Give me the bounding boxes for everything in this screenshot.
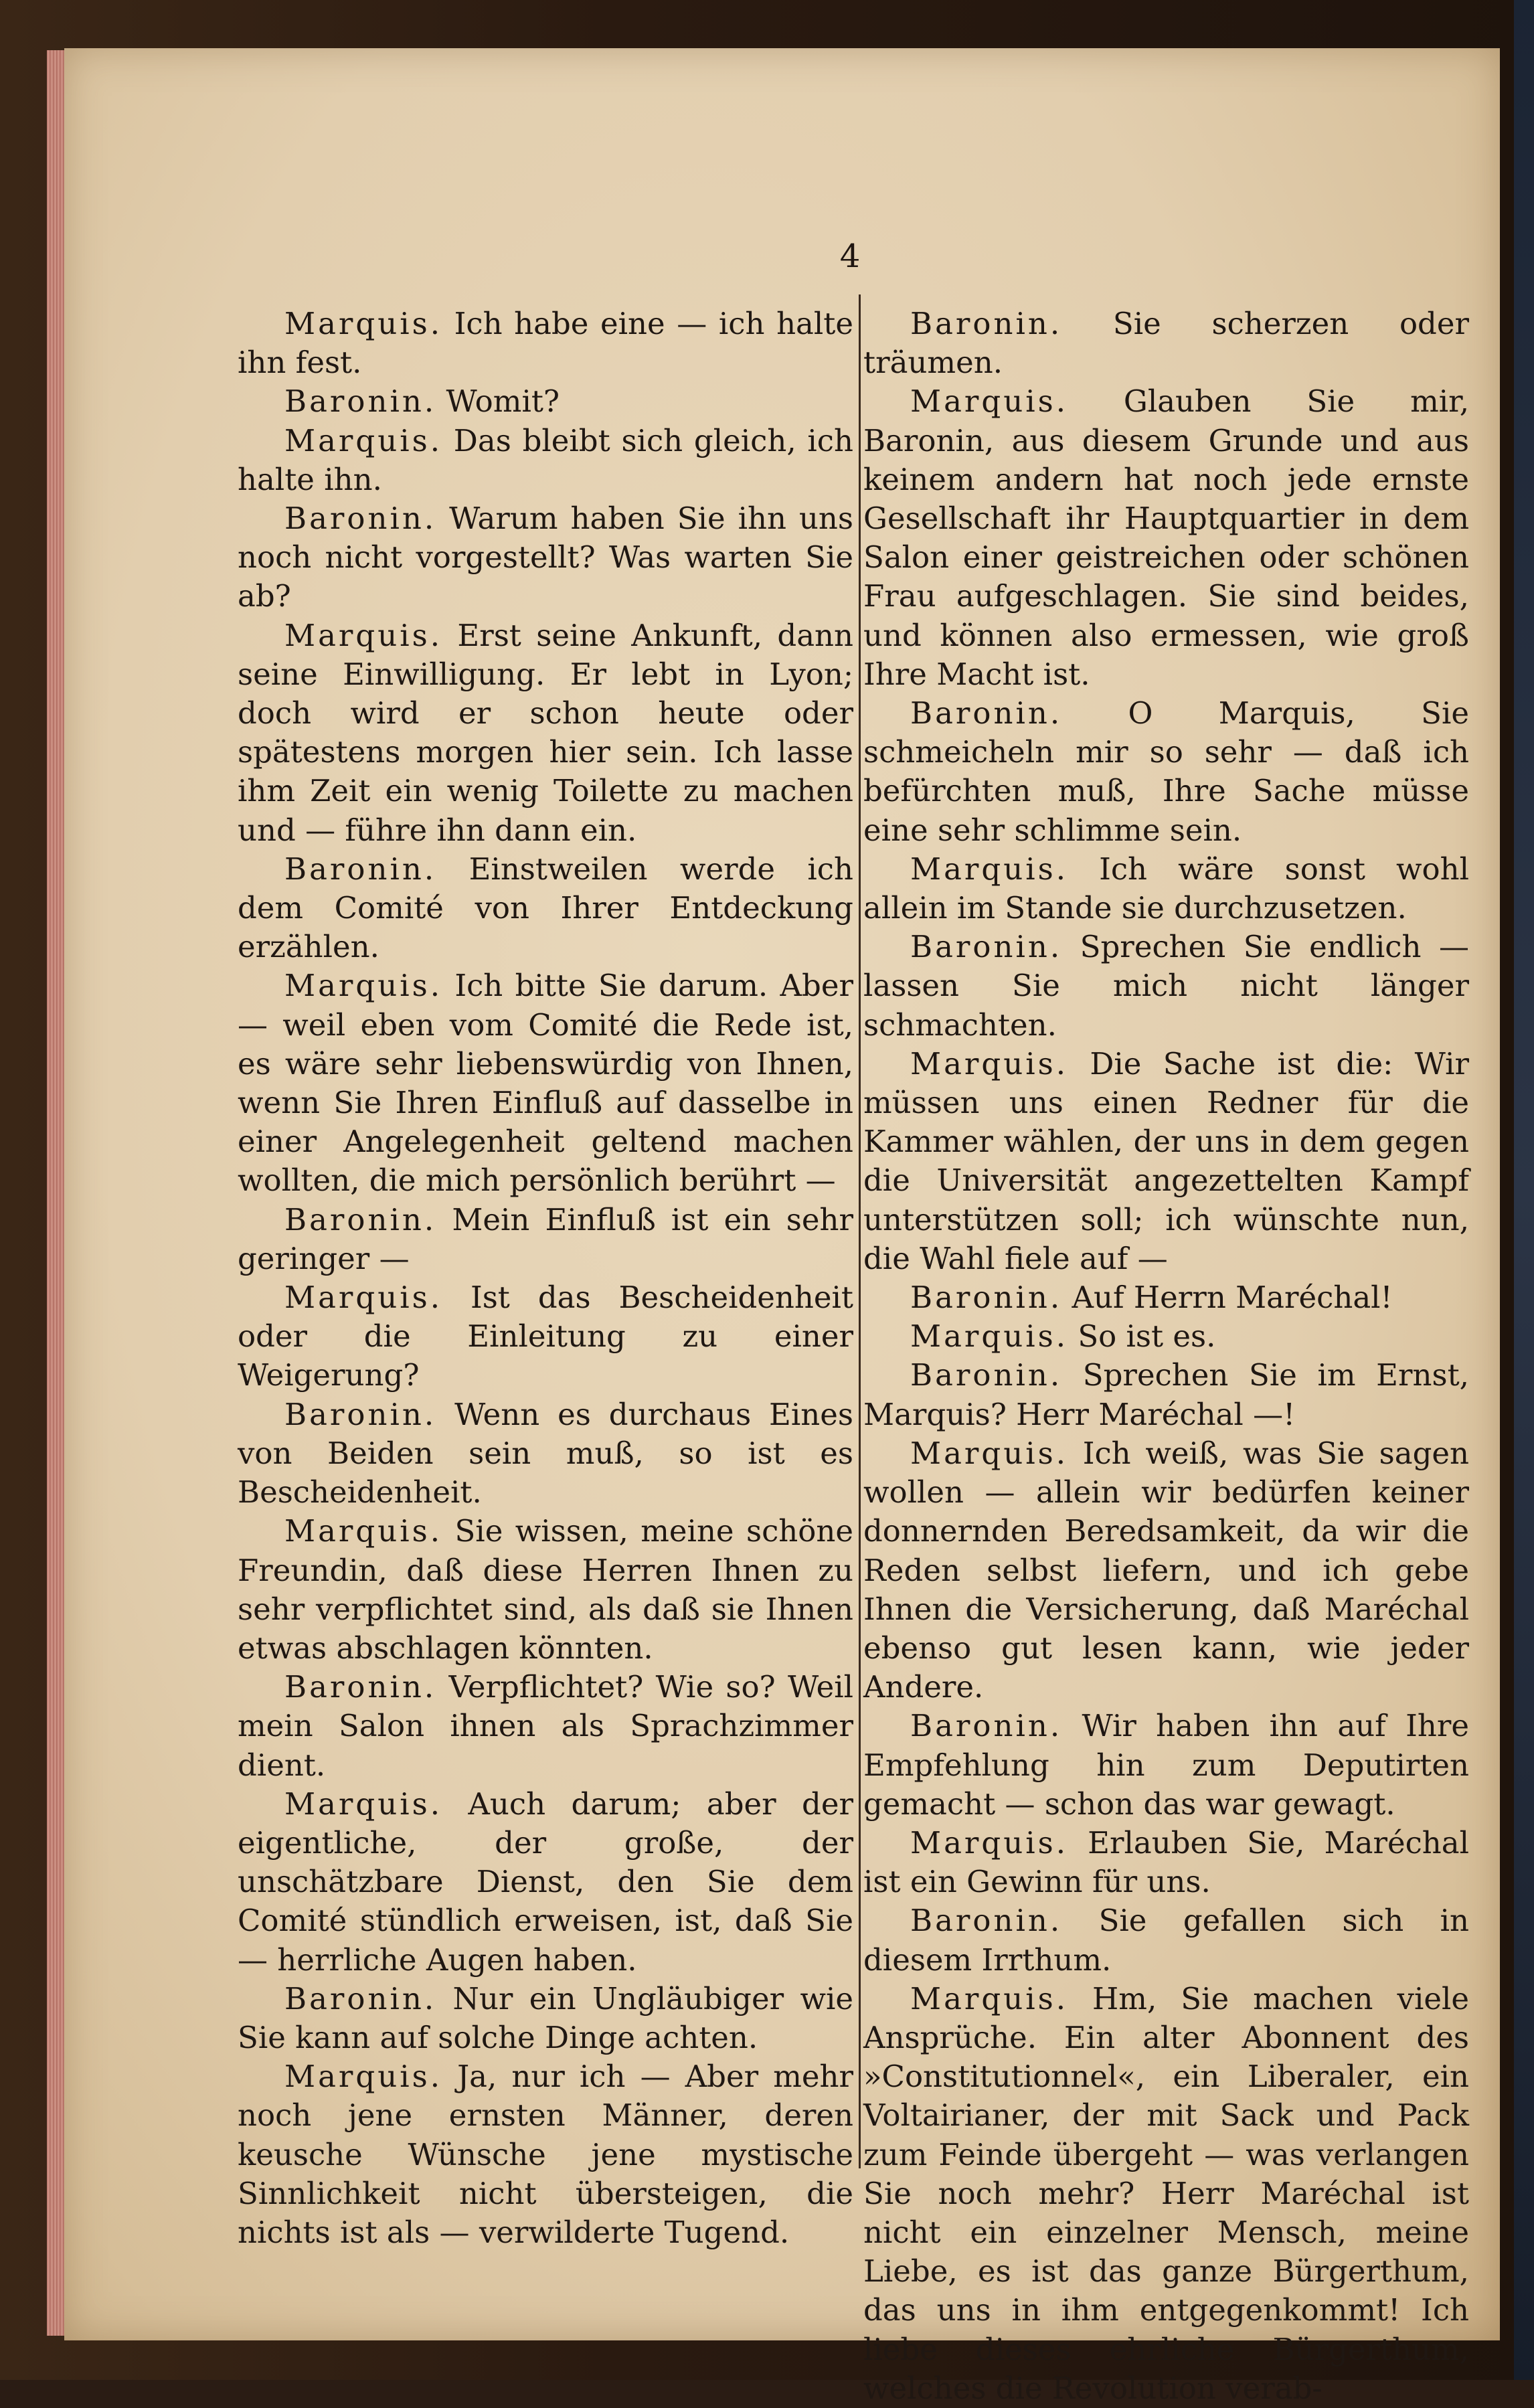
dialogue-text: Einstweilen werde ich dem Comité von Ihrer Entdeckung erzählen. xyxy=(238,851,853,965)
speaker-name: Marquis. xyxy=(284,306,442,341)
dialogue-paragraph xyxy=(238,1785,853,1980)
column-divider xyxy=(859,294,861,2168)
dialogue-text: So ist es. xyxy=(1078,1318,1216,1355)
speaker-name: Baronin. xyxy=(284,1396,437,1432)
speaker-name: Baronin. xyxy=(284,1201,437,1237)
dialogue-text: Womit? xyxy=(446,383,560,420)
speaker-name: Marquis. xyxy=(910,1318,1068,1355)
dialogue-text: Auf Herrn Maréchal! xyxy=(1072,1280,1393,1316)
dialogue-text: Nur ein Ungläubiger wie Sie kann auf solche Dinge achten. xyxy=(238,1980,853,2055)
speaker-name: Marquis. xyxy=(284,1786,442,1822)
dialogue-paragraph xyxy=(863,1045,1469,1278)
dialogue-paragraph xyxy=(238,382,853,421)
speaker-name: Baronin. xyxy=(284,1980,437,2016)
book-spine-edge xyxy=(1514,0,1534,2380)
dialogue-text: Ist das Bescheidenheit oder die Einleitung zu einer Weigerung? xyxy=(238,1280,853,1393)
speaker-name: Marquis. xyxy=(284,2059,442,2095)
speaker-name: Marquis. xyxy=(910,1980,1068,2016)
dialogue-text: Sie wissen, meine schöne Freundin, daß diese Herren Ihnen zu sehr verpflichtet sind, als daß sie Ihnen etwas abschlagen könnten. xyxy=(238,1513,853,1666)
dialogue-paragraph xyxy=(238,2057,853,2252)
dialogue-paragraph xyxy=(238,1278,853,1395)
speaker-name: Marquis. xyxy=(910,1435,1068,1471)
dialogue-text: Erlauben Sie, Maréchal ist ein Gewinn für uns. xyxy=(863,1824,1469,1900)
speaker-name: Baronin. xyxy=(284,1669,437,1705)
speaker-name: Baronin. xyxy=(910,695,1063,732)
dialogue-text: Sprechen Sie endlich — lassen Sie mich nicht länger schmachten. xyxy=(863,929,1469,1043)
dialogue-text: Wenn es durchaus Eines von Beiden sein muß, so ist es Bescheidenheit. xyxy=(238,1396,853,1511)
dialogue-text: Sprechen Sie im Ernst, Marquis? Herr Maréchal —! xyxy=(863,1357,1469,1432)
dialogue-paragraph xyxy=(863,928,1469,1045)
dialogue-paragraph xyxy=(863,850,1469,928)
speaker-name: Baronin. xyxy=(284,501,437,537)
dialogue-paragraph xyxy=(238,616,853,850)
dialogue-text: Die Sache ist die: Wir müssen uns einen Redner für die Kammer wählen, der uns in dem gegen die Universität angezettelten Kampf unterstützen soll; ich wünschte nun, die Wahl fiele auf — xyxy=(863,1045,1470,1276)
dialogue-paragraph xyxy=(863,1707,1469,1824)
dialogue-paragraph xyxy=(238,422,853,499)
dialogue-text: Sie gefallen sich in diesem Irrthum. xyxy=(863,1903,1469,1978)
dialogue-paragraph xyxy=(863,1980,1469,2408)
dialogue-paragraph xyxy=(238,305,853,382)
speaker-name: Baronin. xyxy=(284,851,437,887)
speaker-name: Marquis. xyxy=(284,1513,442,1549)
dialogue-text: Hm, Sie machen viele Ansprüche. Ein alter Abonnent des »Constitutionnel«, ein Liberaler, ein Voltairianer, der mit Sack und Pack zum Feinde übergeht — was verlangen Sie noch mehr? Herr Maréchal ist nicht ein einzelner Mensch, meine Liebe, es ist das ganze Bürgerthum, das uns in ihm entgegenkommt! Ich liebe dieses ehrliche Bürgerthum, welches die Revolution verab- xyxy=(863,1980,1469,2406)
dialogue-text: Ich habe eine — ich halte ihn fest. xyxy=(238,306,853,381)
speaker-name: Marquis. xyxy=(284,422,442,458)
dialogue-paragraph xyxy=(863,1356,1469,1434)
speaker-name: Baronin. xyxy=(910,306,1063,341)
dialogue-paragraph xyxy=(238,1201,853,1278)
page-number: 4 xyxy=(839,238,861,275)
dialogue-paragraph xyxy=(863,1434,1469,1707)
dialogue-paragraph xyxy=(863,1901,1469,1979)
speaker-name: Baronin. xyxy=(910,1280,1063,1316)
dialogue-paragraph xyxy=(863,1278,1469,1317)
dialogue-paragraph xyxy=(238,850,853,967)
dialogue-text: Mein Einfluß ist ein sehr geringer — xyxy=(238,1201,853,1276)
dialogue-text: O Marquis, Sie schmeicheln mir so sehr — daß ich befürchten muß, Ihre Sache müsse eine sehr schlimme sein. xyxy=(863,695,1469,848)
dialogue-paragraph xyxy=(863,694,1469,850)
dialogue-text: Wir haben ihn auf Ihre Empfehlung hin zum Deputirten gemacht — schon das war gewagt. xyxy=(863,1708,1469,1822)
dialogue-text: Warum haben Sie ihn uns noch nicht vorgestellt? Was warten Sie ab? xyxy=(238,501,853,614)
speaker-name: Baronin. xyxy=(910,1357,1063,1393)
speaker-name: Marquis. xyxy=(910,851,1068,887)
speaker-name: Marquis. xyxy=(284,1280,442,1316)
dialogue-text: Ja, nur ich — Aber mehr noch jene ernsten Männer, deren keusche Wünsche jene mystische Sinnlichkeit nicht übersteigen, die nichts ist als — verwilderte Tugend. xyxy=(238,2059,853,2250)
dialogue-paragraph xyxy=(238,1512,853,1668)
speaker-name: Baronin. xyxy=(910,929,1063,965)
dialogue-text: Glauben Sie mir, Baronin, aus diesem Grunde und aus keinem andern hat noch jede ernste Gesellschaft ihr Hauptquartier in dem Salon einer geistreichen oder schönen Frau aufgeschlagen. Sie sind beides, und können also ermessen, wie groß Ihre Macht ist. xyxy=(863,383,1469,692)
speaker-name: Marquis. xyxy=(284,968,442,1004)
speaker-name: Marquis. xyxy=(910,1824,1068,1861)
dialogue-text: Verpflichtet? Wie so? Weil mein Salon ihnen als Sprachzimmer dient. xyxy=(238,1669,853,1783)
page-stack-edge xyxy=(47,50,66,2336)
speaker-name: Baronin. xyxy=(910,1708,1063,1744)
speaker-name: Marquis. xyxy=(910,1045,1068,1082)
dialogue-paragraph xyxy=(238,1668,853,1785)
dialogue-text: Ich bitte Sie darum. Aber — weil eben vom Comité die Rede ist, es wäre sehr liebenswürdig von Ihnen, wenn Sie Ihren Einfluß auf dasselbe in einer Angelegenheit geltend machen wollten, die mich persönlich berührt — xyxy=(238,968,853,1199)
dialogue-paragraph xyxy=(863,305,1469,382)
dialogue-paragraph xyxy=(863,382,1469,694)
dialogue-paragraph xyxy=(238,499,853,616)
speaker-name: Marquis. xyxy=(284,617,442,653)
dialogue-paragraph xyxy=(863,1317,1469,1356)
dialogue-text: Das bleibt sich gleich, ich halte ihn. xyxy=(238,422,853,497)
left-text-column xyxy=(238,305,853,2252)
dialogue-text: Ich weiß, was Sie sagen wollen — allein wir bedürfen keiner donnernden Beredsamkeit, da wir die Reden selbst liefern, und ich gebe Ihnen die Versicherung, daß Maréchal ebenso gut lesen kann, wie jeder Andere. xyxy=(863,1435,1469,1705)
right-text-column xyxy=(863,305,1469,2408)
speaker-name: Baronin. xyxy=(910,1903,1063,1939)
speaker-name: Baronin. xyxy=(284,383,437,420)
dialogue-text: Sie scherzen oder träumen. xyxy=(863,306,1469,381)
speaker-name: Marquis. xyxy=(910,383,1068,420)
dialogue-paragraph xyxy=(863,1824,1469,1901)
dialogue-paragraph xyxy=(238,966,853,1200)
dialogue-text: Erst seine Ankunft, dann seine Einwilligung. Er lebt in Lyon; doch wird er schon heute oder spätestens morgen hier sein. Ich lasse ihm Zeit ein wenig Toilette zu machen und — führe ihn dann ein. xyxy=(238,617,853,848)
dialogue-paragraph xyxy=(238,1395,853,1513)
dialogue-text: Ich wäre sonst wohl allein im Stande sie durchzusetzen. xyxy=(863,851,1469,926)
dialogue-paragraph xyxy=(238,1980,853,2057)
dialogue-text: Auch darum; aber der eigentliche, der große, der unschätzbare Dienst, den Sie dem Comité stündlich erweisen, ist, daß Sie — herrliche Augen haben. xyxy=(238,1786,853,1978)
